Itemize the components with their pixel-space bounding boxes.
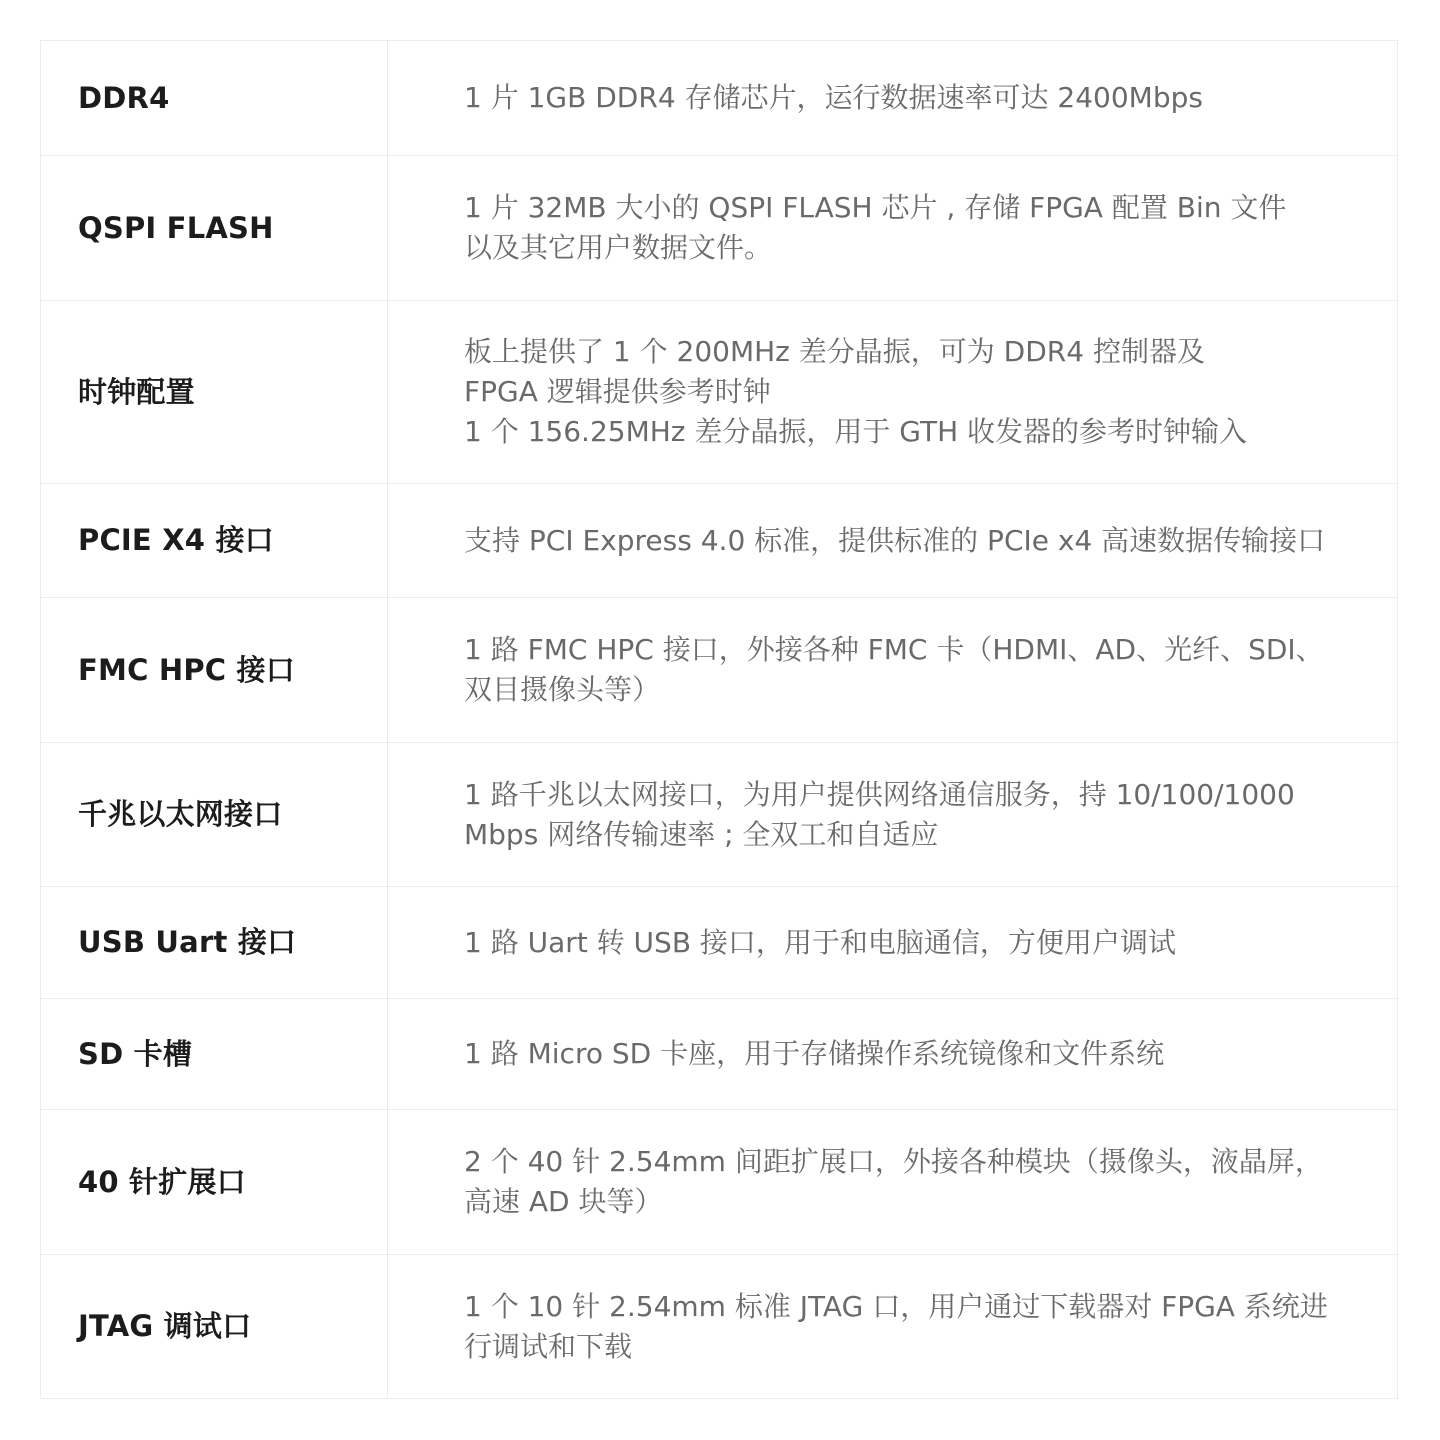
- table-row: [41, 484, 1398, 598]
- table-row: [41, 598, 1398, 743]
- spec-description: 1 路 FMC HPC 接口，外接各种 FMC 卡（HDMI、AD、光纤、SDI、 双目摄像头等）: [388, 598, 1398, 743]
- spec-label: 40 针扩展口: [41, 1110, 388, 1255]
- spec-description: 1 路 Uart 转 USB 接口，用于和电脑通信，方便用户调试: [388, 887, 1398, 999]
- spec-label: USB Uart 接口: [41, 887, 388, 999]
- table-row: [41, 1255, 1398, 1399]
- spec-label: QSPI FLASH: [41, 156, 388, 301]
- spec-description: 板上提供了 1 个 200MHz 差分晶振，可为 DDR4 控制器及 FPGA 逻辑提供参考时钟 1 个 156.25MHz 差分晶振，用于 GTH 收发器的参考时钟输入: [388, 301, 1398, 484]
- table-row: [41, 999, 1398, 1110]
- spec-label: JTAG 调试口: [41, 1255, 388, 1399]
- table-row: [41, 1110, 1398, 1255]
- spec-label: SD 卡槽: [41, 999, 388, 1110]
- spec-description: 1 片 32MB 大小的 QSPI FLASH 芯片 , 存储 FPGA 配置 Bin 文件 以及其它用户数据文件。: [388, 156, 1398, 301]
- spec-label: PCIE X4 接口: [41, 484, 388, 598]
- spec-description: 1 个 10 针 2.54mm 标准 JTAG 口，用户通过下载器对 FPGA 系统进 行调试和下载: [388, 1255, 1398, 1399]
- spec-description: 支持 PCI Express 4.0 标准，提供标准的 PCIe x4 高速数据传输接口: [388, 484, 1398, 598]
- spec-label: DDR4: [41, 41, 388, 156]
- spec-description: 1 片 1GB DDR4 存储芯片，运行数据速率可达 2400Mbps: [388, 41, 1398, 156]
- spec-label: 时钟配置: [41, 301, 388, 484]
- table-row: [41, 743, 1398, 887]
- spec-label: FMC HPC 接口: [41, 598, 388, 743]
- table-row: [41, 156, 1398, 301]
- table-row: [41, 887, 1398, 999]
- spec-table: [40, 40, 1398, 1399]
- spec-label: 千兆以太网接口: [41, 743, 388, 887]
- table-row: [41, 41, 1398, 156]
- spec-description: 1 路千兆以太网接口，为用户提供网络通信服务，持 10/100/1000 Mbps 网络传输速率 ; 全双工和自适应: [388, 743, 1398, 887]
- spec-description: 2 个 40 针 2.54mm 间距扩展口，外接各种模块（摄像头，液晶屏， 高速 AD 块等）: [388, 1110, 1398, 1255]
- spec-description: 1 路 Micro SD 卡座，用于存储操作系统镜像和文件系统: [388, 999, 1398, 1110]
- table-row: [41, 301, 1398, 484]
